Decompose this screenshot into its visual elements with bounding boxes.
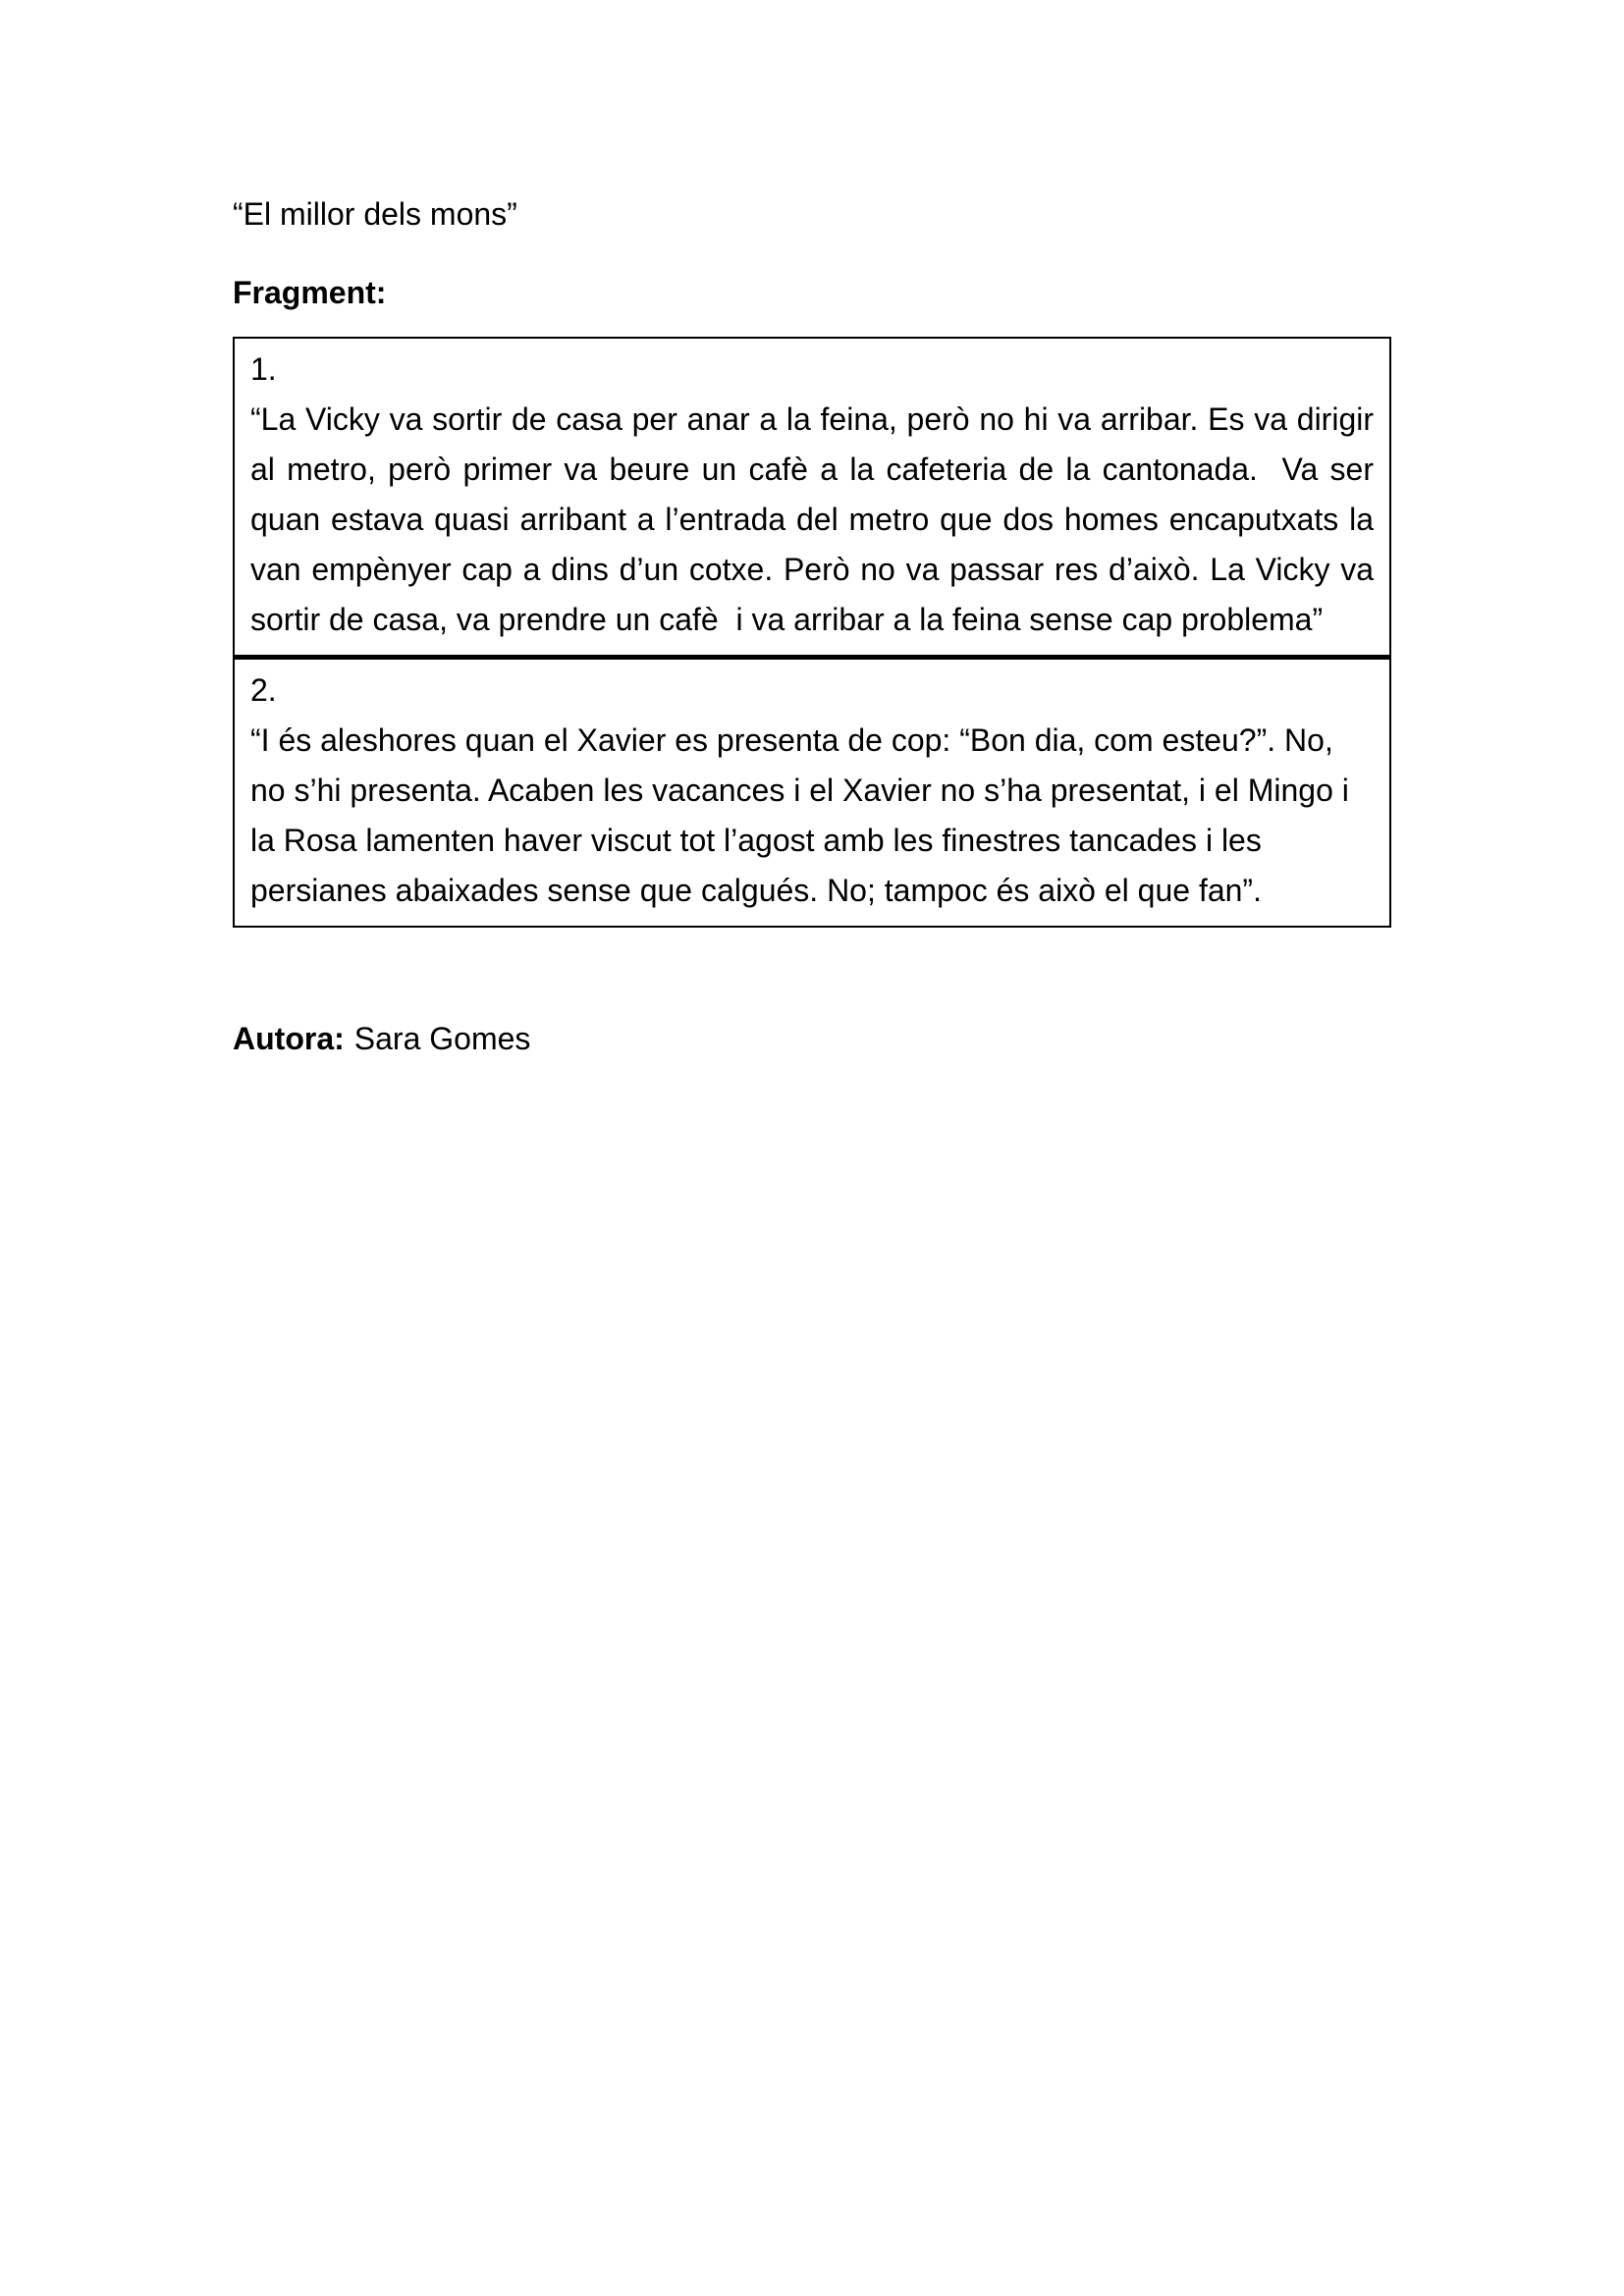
excerpt-row-2 xyxy=(235,655,1389,926)
excerpt-2-text: “I és aleshores quan el Xavier es presenta de cop: “Bon dia, com esteu?”. No, no s’hi presenta. Acaben les vacances i el Xavier no s’ha presentat, i el Mingo i la Rosa lamenten haver viscut tot l’agost amb les finestres tancades i les persianes abaixades sense que calgués. No; tampoc és això el que fan”. xyxy=(250,722,1358,908)
document-title: “El millor dels mons” xyxy=(233,196,517,232)
excerpt-2-number: 2. xyxy=(250,672,277,708)
excerpt-1-text: “La Vicky va sortir de casa per anar a la feina, però no hi va arribar. Es va dirigir al metro, però primer va beure un cafè a la cafeteria de la cantonada. Va ser quan estava quasi arribant a l’entrada del metro que dos homes encaputxats la van empènyer cap a dins d’un cotxe. Però no va passar res d’això. La Vicky va sortir de casa, va prendre un cafè i va arribar a la feina sense cap problema” xyxy=(250,401,1382,637)
excerpt-table xyxy=(233,337,1391,928)
excerpt-1-number: 1. xyxy=(250,351,277,387)
excerpt-row-1 xyxy=(235,339,1389,655)
fragment-label: Fragment: xyxy=(233,275,387,310)
author-name: Sara Gomes xyxy=(353,1021,531,1056)
author-line xyxy=(233,1018,1391,1059)
author-label: Autora: xyxy=(233,1021,345,1056)
